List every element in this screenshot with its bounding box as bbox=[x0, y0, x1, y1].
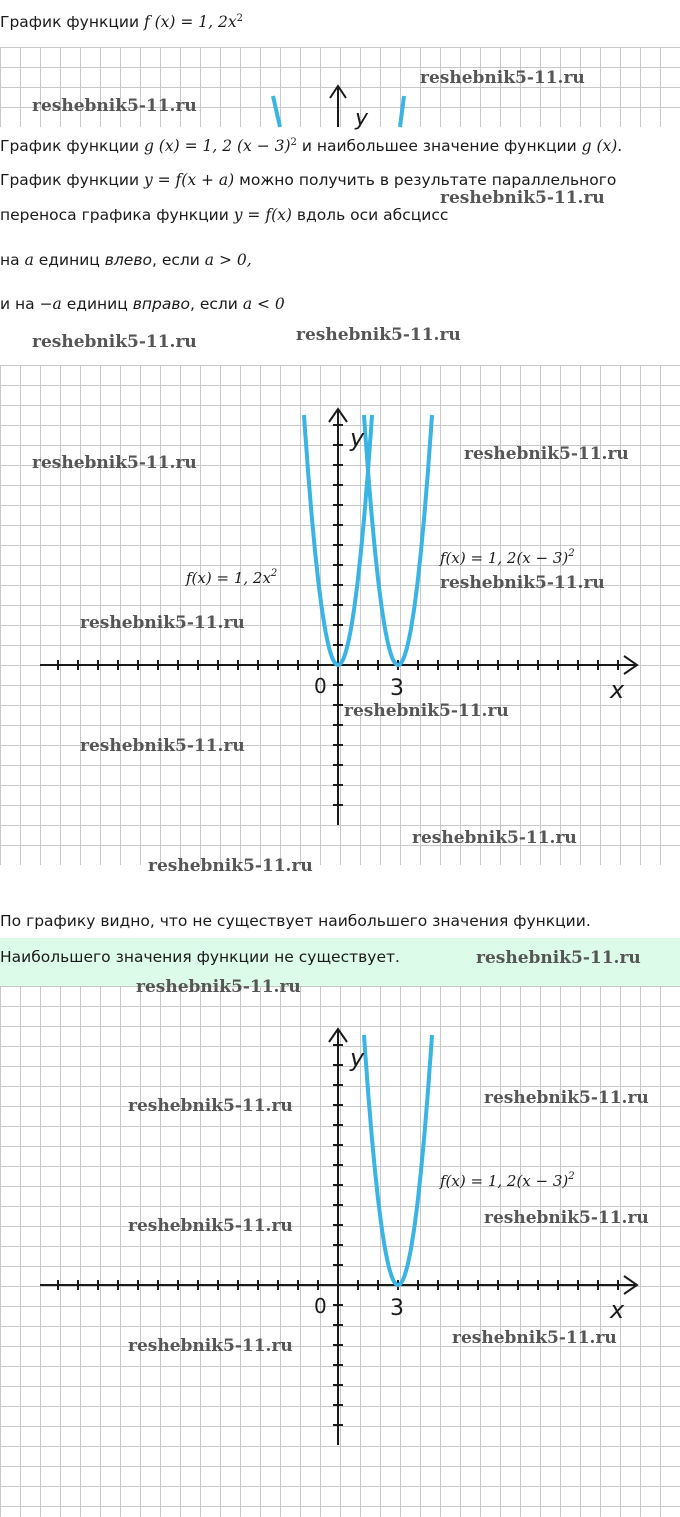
section2-line1: График функции g (x) = 1, 2 $(x - 3)^2$ и наибольшее значение функции g (x). bbox=[0, 133, 622, 156]
watermark: reshebnik5-11.ru bbox=[420, 68, 585, 88]
watermark: reshebnik5-11.ru bbox=[464, 444, 629, 464]
watermark: reshebnik5-11.ru bbox=[32, 453, 197, 473]
graph1-y-label: y bbox=[350, 424, 365, 452]
section2-line4: на a единиц влево, если a > 0, bbox=[0, 251, 252, 269]
watermark: reshebnik5-11.ru bbox=[296, 325, 461, 345]
watermark: reshebnik5-11.ru bbox=[128, 1216, 293, 1236]
conclusion-text: По графику видно, что не существует наибольшего значения функции. bbox=[0, 912, 591, 930]
watermark: reshebnik5-11.ru bbox=[136, 977, 301, 997]
graph1-tick-label-3: 3 bbox=[390, 676, 404, 701]
watermark: reshebnik5-11.ru bbox=[476, 948, 641, 968]
graph1-label-g: f(x) = 1, $2(x - 3)^2$ bbox=[440, 548, 575, 567]
answer-text: Наибольшего значения функции не существует. bbox=[0, 948, 400, 966]
watermark: reshebnik5-11.ru bbox=[128, 1096, 293, 1116]
watermark: reshebnik5-11.ru bbox=[440, 573, 605, 593]
graph2-origin-label: 0 bbox=[314, 1294, 327, 1318]
graph2-curve-g bbox=[364, 1035, 432, 1285]
watermark: reshebnik5-11.ru bbox=[128, 1336, 293, 1356]
graph2-label-g: f(x) = 1, $2(x - 3)^2$ bbox=[440, 1171, 575, 1190]
graph2-x-label: x bbox=[610, 1296, 625, 1324]
graph2-y-label: y bbox=[350, 1044, 365, 1072]
watermark: reshebnik5-11.ru bbox=[148, 856, 313, 876]
graph1-label-f: f(x) = 1, $2x^2$ bbox=[186, 568, 278, 587]
graph2-tick-label-3: 3 bbox=[390, 1296, 404, 1321]
section1-title: График функции f (x) = 1, $2x^2$ bbox=[0, 13, 243, 32]
watermark: reshebnik5-11.ru bbox=[484, 1088, 649, 1108]
watermark: reshebnik5-11.ru bbox=[32, 332, 197, 352]
watermark: reshebnik5-11.ru bbox=[80, 613, 245, 633]
watermark: reshebnik5-11.ru bbox=[344, 701, 509, 721]
watermark: reshebnik5-11.ru bbox=[80, 736, 245, 756]
watermark: reshebnik5-11.ru bbox=[32, 96, 197, 116]
watermark: reshebnik5-11.ru bbox=[440, 188, 605, 208]
graph1-x-label: x bbox=[610, 676, 625, 704]
strip-y-label: y bbox=[355, 106, 369, 131]
watermark: reshebnik5-11.ru bbox=[412, 828, 577, 848]
section2-line3: переноса графика функции y = f(x) вдоль оси абсцисс bbox=[0, 206, 449, 224]
section2-line2: График функции y = f(x + a) можно получить в результате параллельного bbox=[0, 171, 617, 189]
section2-line5: и на −a единиц вправо, если a < 0 bbox=[0, 295, 285, 313]
graph1-origin-label: 0 bbox=[314, 674, 327, 698]
watermark: reshebnik5-11.ru bbox=[484, 1208, 649, 1228]
watermark: reshebnik5-11.ru bbox=[452, 1328, 617, 1348]
